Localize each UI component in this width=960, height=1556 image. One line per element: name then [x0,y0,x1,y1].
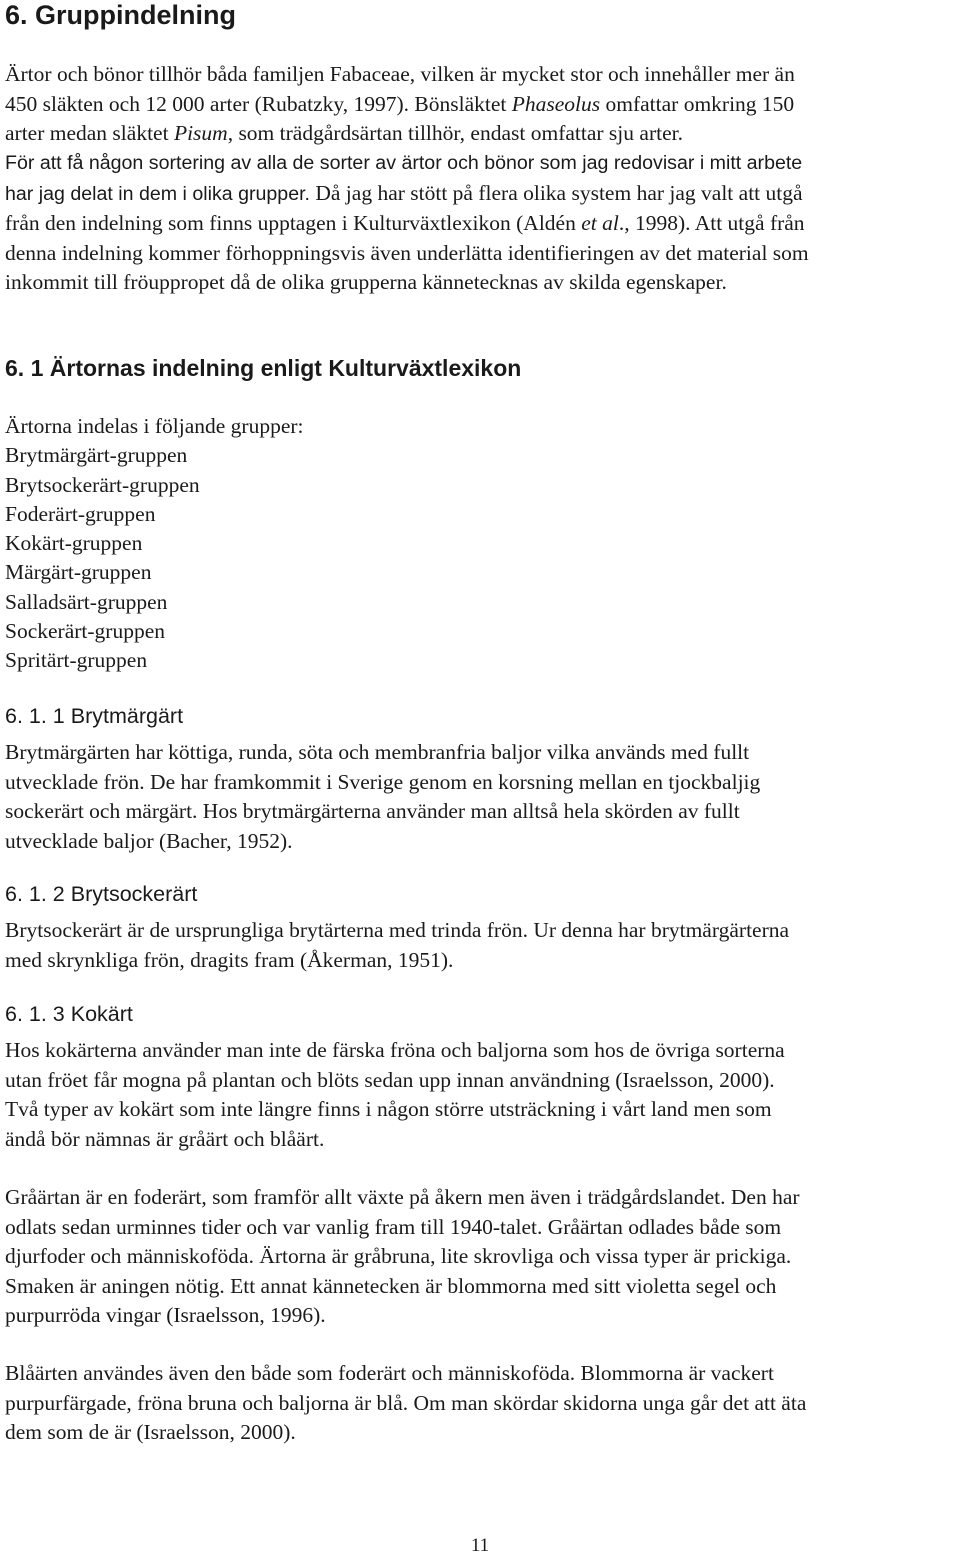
text-line: arter medan släktet Pisum, som trädgårdsärtan tillhör, endast omfattar sju arter. [5,121,683,146]
text-line: Smaken är aningen nötig. Ett annat kännetecken är blommorna med sitt violetta segel och [5,1273,777,1298]
text-line: Brytsockerärt är de ursprungliga brytärterna med trinda frön. Ur denna har brytmärgärterna [5,918,790,942]
paragraph-kokart-1 [5,1036,952,1154]
paragraph-brytsockerart [5,916,952,975]
text-line: purpurröda vingar (Israelsson, 1996). [5,1303,326,1328]
text-line: ändå bör nämnas är gråärt och blåärt. [5,1126,325,1151]
list-item: Kokärt-gruppen [5,531,143,556]
text-line: med skrynkliga frön, dragits fram (Åkerman, 1951). [5,947,454,972]
text-line: från den indelning som finns upptagen i Kulturväxtlexikon (Aldén et al., 1998). Att utgå från [5,211,805,236]
list-item: Foderärt-gruppen [5,501,156,526]
page-number: 11 [470,1535,490,1556]
text-line: Två typer av kokärt som inte längre finns i någon större utsträckning i vårt land men som [5,1097,772,1122]
intro-paragraph [5,60,952,149]
text-line: sockerärt och märgärt. Hos brytmärgärterna använder man alltså hela skörden av fullt [5,799,740,824]
text-line: djurfoder och människoföda. Ärtorna är gråbruna, lite skrovliga och vissa typer är prickiga. [5,1244,792,1269]
text-line: Brytmärgärten har köttiga, runda, söta och membranfria baljor vilka används med fullt [5,740,750,764]
text-line: purpurfärgade, fröna bruna och baljorna är blå. Om man skördar skidorna unga går det att äta [5,1390,807,1415]
paragraph-kokart-3 [5,1359,952,1448]
section-title: 6. Gruppindelning [5,0,236,30]
list-item: Sockerärt-gruppen [5,619,165,644]
list-item: Spritärt-gruppen [5,648,148,673]
text-line: odlats sedan urminnes tider och var vanlig fram till 1940-talet. Gråärtan odlades både som [5,1214,782,1239]
heading-brytmargart: 6. 1. 1 Brytmärgärt [5,704,184,728]
list-item: Brytmärgärt-gruppen [5,443,188,468]
text-line: utvecklade baljor (Bacher, 1952). [5,828,293,853]
text-line: inkommit till fröuppropet då de olika grupperna kännetecknas av skilda egenskaper. [5,270,727,295]
text-line: 450 släkten och 12 000 arter (Rubatzky, 1997). Bönsläktet Phaseolus omfattar omkring 150 [5,91,795,116]
list-item: Salladsärt-gruppen [5,589,168,614]
heading-kokart: 6. 1. 3 Kokärt [5,1002,133,1026]
text-line: har jag delat in dem i olika grupper. Då jag har stött på flera olika system har jag valt att utgå [5,180,803,205]
text-line: utvecklade frön. De har framkommit i Sverige genom en korsning mellan en tjockbaljig [5,769,761,794]
paragraph-brytmargart [5,738,952,856]
paragraph-kokart-2 [5,1183,952,1331]
text-line: dem som de är (Israelsson, 2000). [5,1420,296,1445]
text-line: Gråärtan är en foderärt, som framför allt växte på åkern men även i trädgårdslandet. Den har [5,1185,800,1209]
group-list [5,412,952,676]
heading-brytsockerart: 6. 1. 2 Brytsockerärt [5,882,198,906]
list-intro: Ärtorna indelas i följande grupper: [5,414,304,438]
text-line: För att få någon sortering av alla de sorter av ärtor och bönor som jag redovisar i mitt arbete [5,152,803,174]
text-line: denna indelning kommer förhoppningsvis även underlätta identifieringen av det material som [5,240,809,265]
text-line: utan fröet får mogna på plantan och blöts sedan upp innan användning (Israelsson, 2000). [5,1067,775,1092]
list-item: Brytsockerärt-gruppen [5,472,200,497]
genus-name: Pisum [173,121,228,146]
text-line: Blåärten användes även den både som foderärt och människoföda. Blommorna är vackert [5,1361,774,1385]
text-line: Ärtor och bönor tillhör båda familjen Fabaceae, vilken är mycket stor och innehåller mer än [5,62,795,86]
method-paragraph [5,149,952,298]
list-item: Märgärt-gruppen [5,560,152,585]
text-line: Hos kokärterna använder man inte de färska fröna och baljorna som hos de övriga sorterna [5,1038,785,1062]
genus-name: Phaseolus [511,91,601,116]
subsection-title: 6. 1 Ärtornas indelning enligt Kulturväxtlexikon [5,355,522,381]
